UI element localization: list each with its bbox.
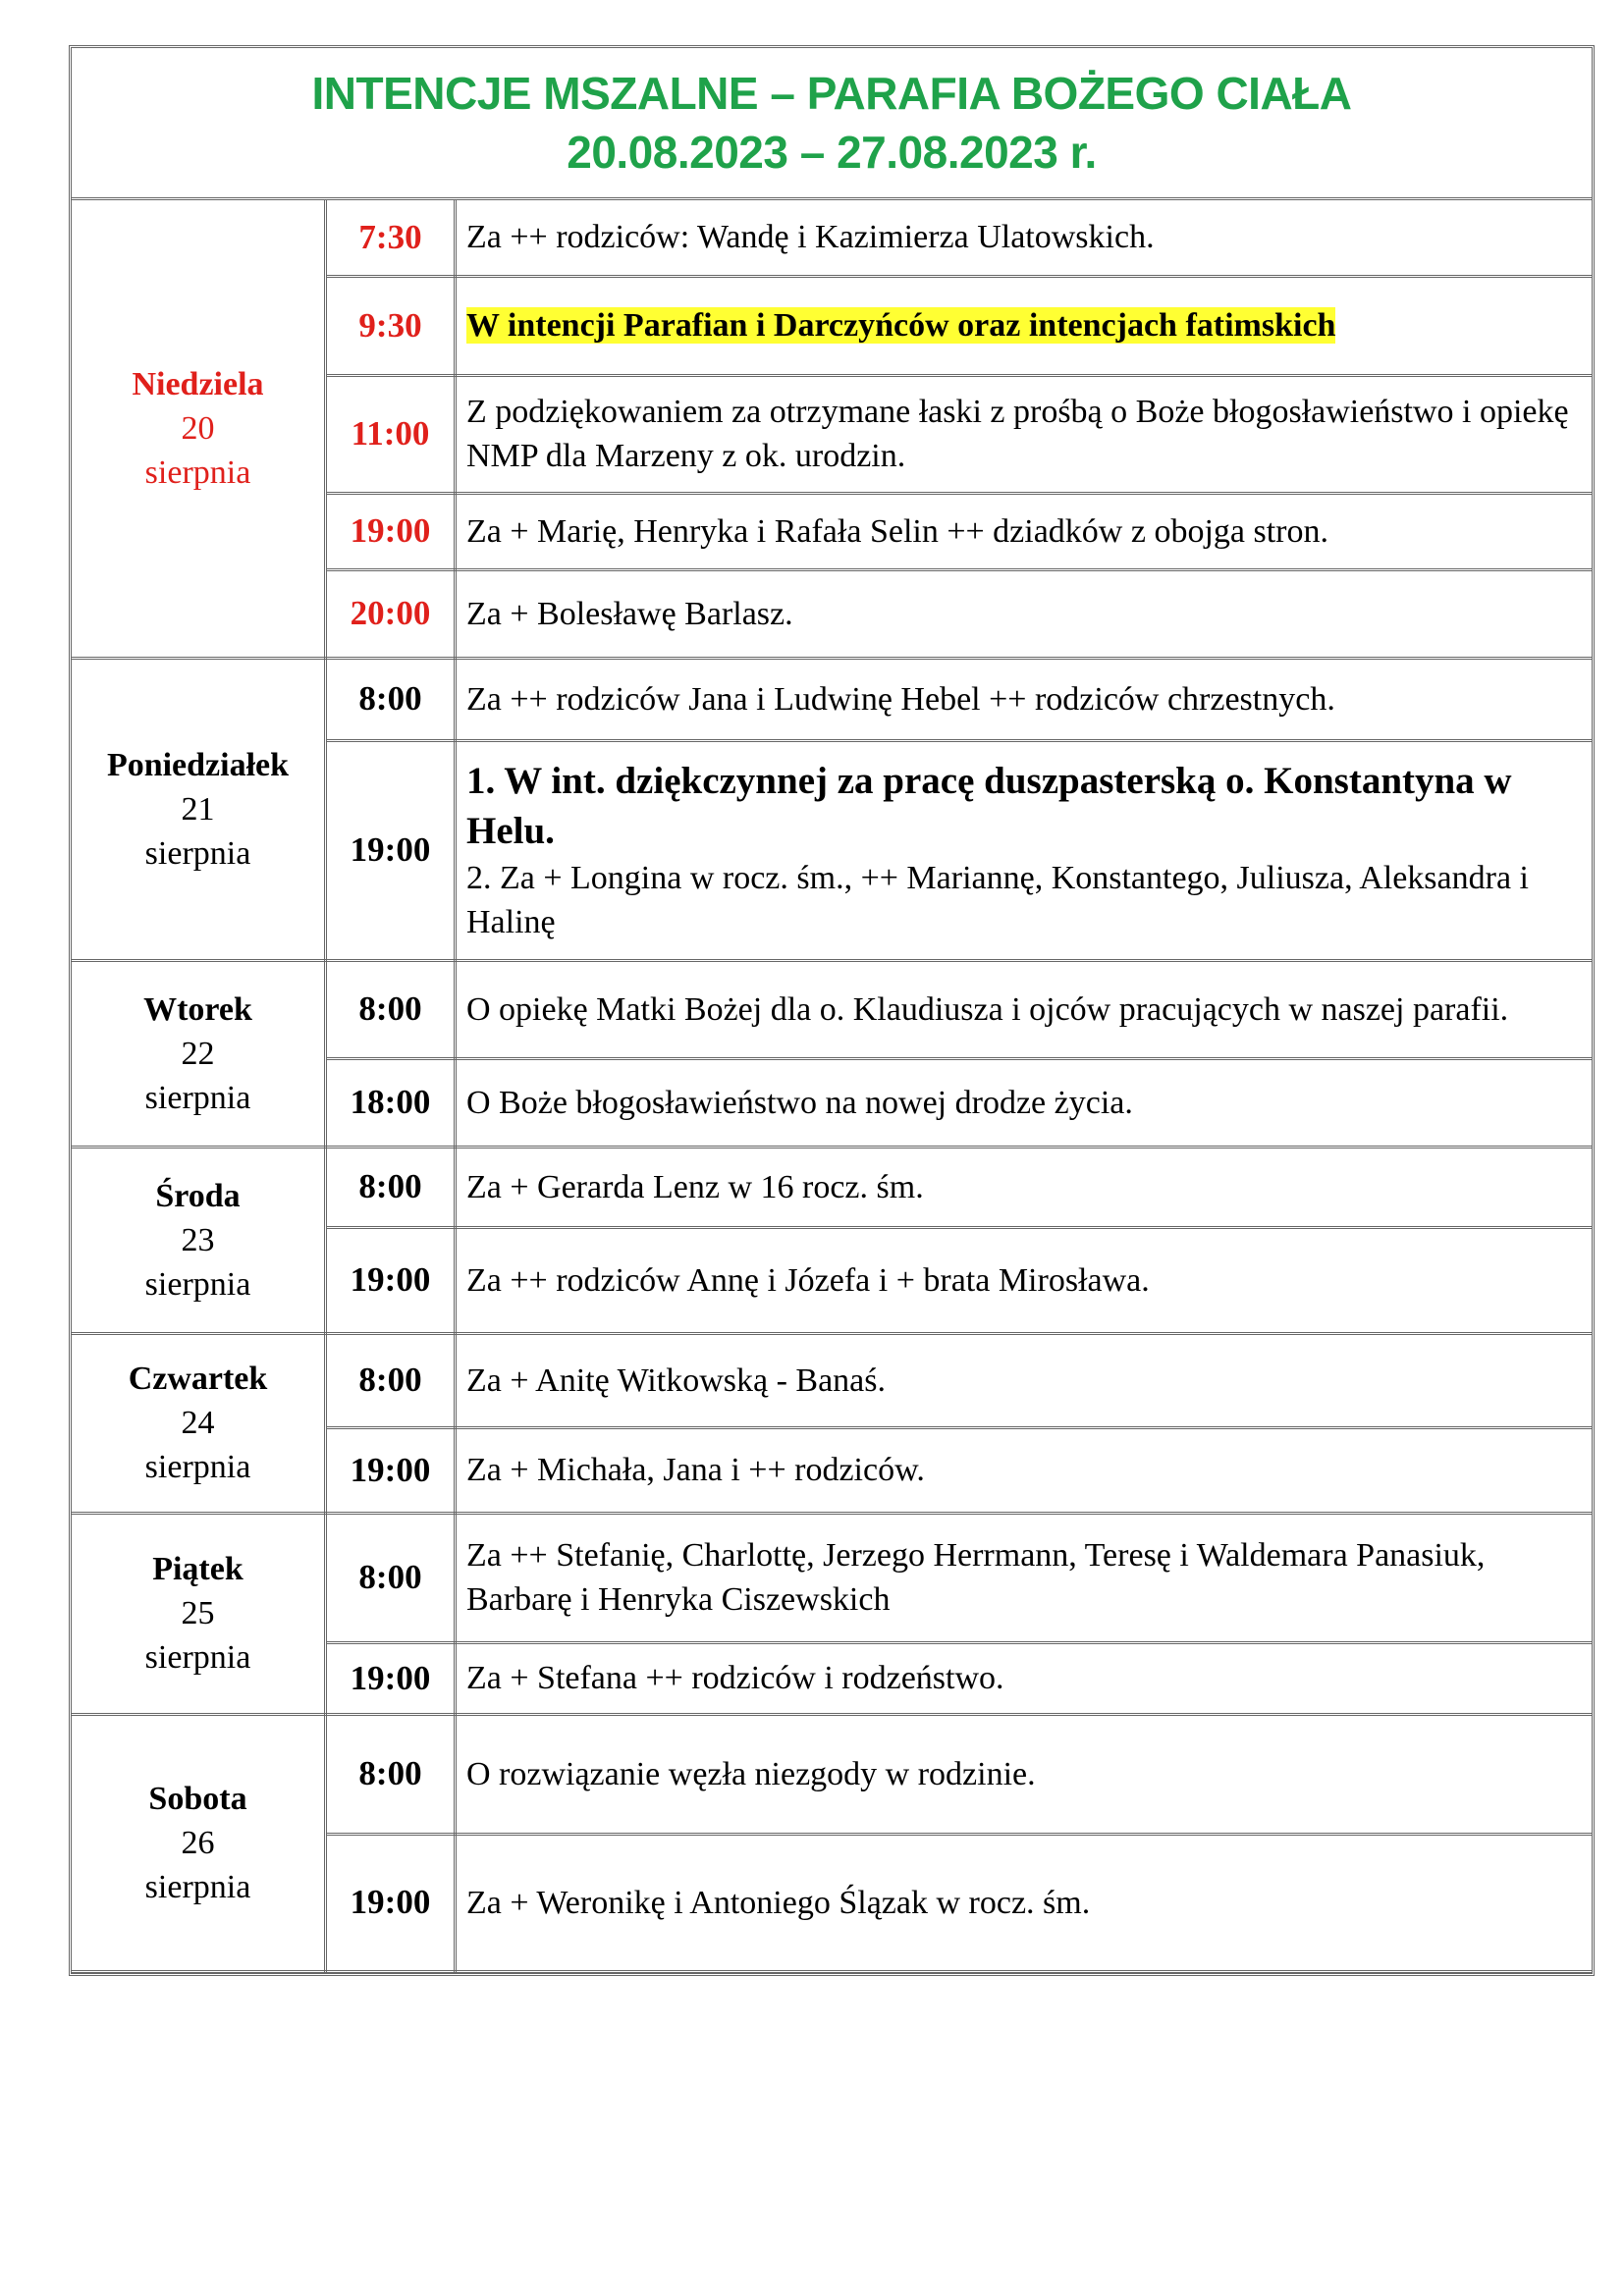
day-number: 25: [181, 1595, 215, 1631]
day-name: Czwartek: [128, 1361, 268, 1397]
day-number: 23: [181, 1221, 215, 1258]
table-row: [72, 1714, 1592, 1834]
intention-secondary: 2. Za + Longina w rocz. śm., ++ Mariannę, Konstantego, Juliusza, Aleksandra i Halinę: [466, 860, 1529, 940]
table-row: [72, 960, 1592, 1058]
table-row: [72, 200, 1592, 276]
day-number: 21: [181, 790, 215, 828]
mass-intention: Za + Marię, Henryka i Rafała Selin ++ dziadków z obojga stron.: [456, 493, 1593, 569]
day-cell-tuesday: [72, 960, 326, 1147]
intention-primary: 1. W int. dziękczynnej za pracę duszpasterską o. Konstantyna w Helu.: [466, 760, 1512, 852]
day-month: sierpnia: [144, 1449, 251, 1485]
mass-intention: Z podziękowaniem za otrzymane łaski z prośbą o Boże błogosławieństwo i opiekę NMP dla Marzeny z ok. urodzin.: [456, 375, 1593, 493]
mass-time: 19:00: [326, 1642, 456, 1714]
table-row: [72, 658, 1592, 740]
mass-time: 8:00: [326, 1513, 456, 1642]
mass-intention: Za + Stefana ++ rodziców i rodzeństwo.: [456, 1642, 1593, 1714]
mass-intention: Za ++ rodziców: Wandę i Kazimierza Ulatowskich.: [456, 200, 1593, 276]
mass-time: 19:00: [326, 1427, 456, 1513]
day-name: Wtorek: [143, 990, 252, 1028]
mass-intention: O opiekę Matki Bożej dla o. Klaudiusza i ojców pracujących w naszej parafii.: [456, 960, 1593, 1058]
intentions-sheet: [69, 45, 1595, 1976]
mass-time: 8:00: [326, 960, 456, 1058]
day-name: Środa: [155, 1177, 241, 1214]
table-row: [72, 1513, 1592, 1642]
mass-time: 8:00: [326, 1147, 456, 1227]
mass-time: 18:00: [326, 1058, 456, 1147]
mass-time: 7:30: [326, 200, 456, 276]
mass-time: 11:00: [326, 375, 456, 493]
mass-time: 19:00: [326, 493, 456, 569]
mass-intention: Za ++ Stefanię, Charlottę, Jerzego Herrmann, Teresę i Waldemara Panasiuk, Barbarę i Henryka Ciszewskich: [456, 1513, 1593, 1642]
mass-time: 20:00: [326, 569, 456, 658]
mass-intention: Za + Weronikę i Antoniego Ślązak w rocz. śm.: [456, 1834, 1593, 1971]
mass-intention: Za ++ rodziców Annę i Józefa i + brata Mirosława.: [456, 1227, 1593, 1333]
mass-intention: Za + Bolesławę Barlasz.: [456, 569, 1593, 658]
day-cell-monday: [72, 658, 326, 960]
mass-time: 19:00: [326, 1227, 456, 1333]
date-range: 20.08.2023 – 27.08.2023 r.: [567, 127, 1097, 178]
day-name: Niedziela: [132, 365, 264, 402]
mass-intention: O Boże błogosławieństwo na nowej drodze życia.: [456, 1058, 1593, 1147]
mass-time: 8:00: [326, 1714, 456, 1834]
day-cell-wednesday: [72, 1147, 326, 1333]
day-cell-saturday: [72, 1714, 326, 1971]
schedule-table: [72, 200, 1592, 1973]
day-month: sierpnia: [144, 454, 251, 491]
mass-intention: Za + Michała, Jana i ++ rodziców.: [456, 1427, 1593, 1513]
day-cell-friday: [72, 1513, 326, 1714]
day-month: sierpnia: [144, 1639, 251, 1676]
day-month: sierpnia: [144, 1265, 251, 1303]
header: [72, 48, 1592, 200]
day-cell-sunday: [72, 200, 326, 658]
day-number: 20: [181, 409, 215, 447]
day-month: sierpnia: [144, 1079, 251, 1116]
mass-intention: [456, 276, 1593, 375]
mass-time: 8:00: [326, 658, 456, 740]
day-month: sierpnia: [144, 834, 251, 872]
day-number: 24: [181, 1405, 215, 1441]
day-name: Piątek: [152, 1551, 244, 1587]
day-month: sierpnia: [144, 1868, 251, 1905]
day-number: 22: [181, 1035, 215, 1072]
day-cell-thursday: [72, 1333, 326, 1513]
document-title: INTENCJE MSZALNE – PARAFIA BOŻEGO CIAŁA: [311, 68, 1352, 119]
day-name: Poniedziałek: [106, 746, 290, 783]
mass-intention: Za ++ rodziców Jana i Ludwinę Hebel ++ rodziców chrzestnych.: [456, 658, 1593, 740]
mass-time: 8:00: [326, 1333, 456, 1427]
mass-intention: O rozwiązanie węzła niezgody w rodzinie.: [456, 1714, 1593, 1834]
day-number: 26: [181, 1824, 215, 1861]
mass-time: 9:30: [326, 276, 456, 375]
mass-intention: [456, 740, 1593, 960]
mass-intention: Za + Gerarda Lenz w 16 rocz. śm.: [456, 1147, 1593, 1227]
table-row: [72, 1147, 1592, 1227]
mass-intention: Za + Anitę Witkowską - Banaś.: [456, 1333, 1593, 1427]
table-row: [72, 1333, 1592, 1427]
mass-time: 19:00: [326, 1834, 456, 1971]
day-name: Sobota: [148, 1780, 247, 1817]
mass-time: 19:00: [326, 740, 456, 960]
highlighted-intention: W intencji Parafian i Darczyńców oraz intencjach fatimskich: [466, 307, 1336, 344]
